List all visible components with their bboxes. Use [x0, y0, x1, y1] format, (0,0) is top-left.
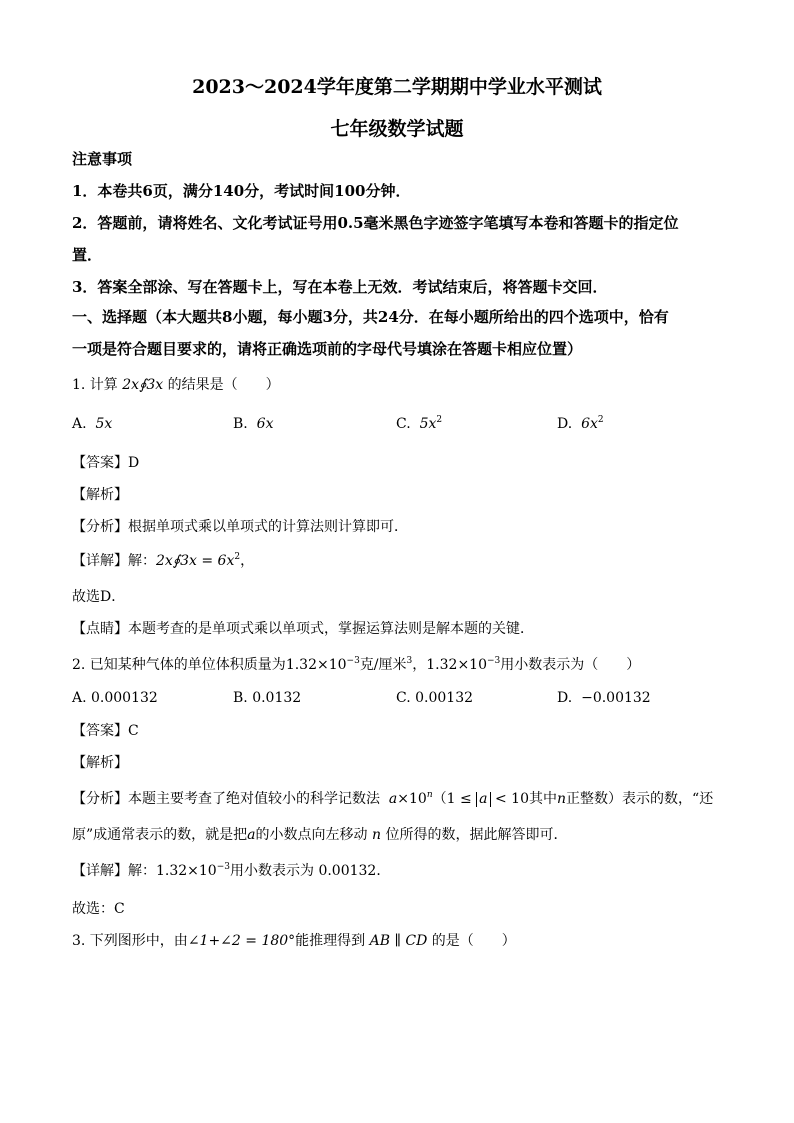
q2-abs-a: a — [476, 792, 490, 807]
q2-option-d — [557, 690, 651, 706]
q2-detail — [72, 860, 732, 882]
q1-answer-tag: 【答案】 — [72, 455, 128, 471]
q2-unit-exponent: 3 — [406, 656, 413, 666]
q2-n-var-2: n — [371, 827, 382, 843]
q2-number: 1.32×10 — [285, 657, 347, 673]
q2-fenxi-text: 本题主要考查了绝对值较小的科学记数法 — [128, 791, 380, 807]
q1-option-b — [233, 416, 273, 432]
q3-parallel: ∥ — [394, 933, 401, 949]
q2-unit: 克/厘米 — [359, 657, 407, 673]
q1-option-d — [557, 416, 604, 432]
q2-fenxi-line-1 — [72, 788, 732, 810]
q2-lt: < — [494, 791, 507, 807]
q1-option-a-value: 5x — [95, 416, 113, 432]
q2-sci-times: ×10 — [397, 791, 427, 807]
q2-option-a: A. 0.000132 — [72, 690, 158, 706]
q3-middle: 能推理得到 — [295, 933, 366, 949]
notes-heading: 注意事项 — [72, 150, 133, 168]
q1-comment-text: 本题考查的是单项式乘以单项式，掌握运算法则是解本题的关键． — [128, 621, 534, 637]
q2-sci-a: a — [388, 791, 398, 807]
q2-fenxi-b2: 的小数点向左移动 — [255, 827, 368, 843]
q1-suffix: 的结果是（ ） — [167, 377, 280, 393]
q1-fenxi-text: 根据单项式乘以单项式的计算法则计算即可． — [128, 519, 408, 535]
q1-option-b-label: B. — [233, 416, 248, 432]
q1-comment — [72, 618, 732, 640]
q2-qizhong: 其中 — [529, 791, 557, 807]
q2-fenxi-b3: 位所得的数，据此解答即可． — [385, 827, 568, 843]
q2-suffix: 用小数表示为（ ） — [500, 657, 641, 673]
question-1 — [72, 374, 732, 396]
q1-prefix: 1. 计算 — [72, 377, 118, 393]
q2-option-c: C. 0.00132 — [396, 690, 474, 706]
q2-analysis-tag: 【解析】 — [72, 755, 128, 771]
q2-answer — [72, 720, 732, 742]
q2-prefix: 2. 已知某种气体的单位体积质量为 — [72, 657, 286, 673]
q2-exponent: −3 — [346, 656, 360, 666]
q1-choose: 故选D． — [72, 589, 126, 605]
q1-detail-expression: 2x∮3x = 6x — [156, 553, 235, 569]
q1-analysis-tag: 【解析】 — [72, 487, 128, 503]
note-3: 3．答案全部涂、写在答题卡上，写在本卷上无效．考试结束后，将答题卡交回． — [72, 278, 608, 296]
q2-answer-tag: 【答案】 — [72, 723, 128, 739]
q1-option-c-exponent: 2 — [436, 415, 443, 425]
q2-paren: （ — [432, 791, 447, 807]
q2-option-d-value: −0.00132 — [581, 690, 651, 706]
q2-fenxi-b1: 原”成通常表示的数，就是把 — [72, 827, 248, 843]
q1-option-d-value: 6x — [581, 416, 598, 432]
q2-one: 1 — [446, 791, 456, 807]
page-subtitle: 七年级数学试题 — [330, 118, 464, 140]
q1-fenxi-tag: 【分析】 — [72, 519, 128, 535]
q1-answer-value: D — [128, 455, 140, 471]
q2-option-b: B. 0.0132 — [233, 690, 302, 706]
page-title: 2023～2024学年度第二学期期中学业水平测试 — [192, 76, 602, 98]
q1-detail-tag: 【详解】 — [72, 553, 128, 569]
q2-exponent-repeat: −3 — [486, 656, 501, 666]
q2-sci-n: n — [426, 790, 433, 800]
note-1: 1．本卷共6页，满分140分，考试时间100分钟． — [72, 182, 411, 200]
note-2-line-2: 置． — [72, 246, 103, 264]
q2-zheng: 正整数）表示的数，“还 — [566, 791, 714, 807]
q2-option-d-label: D. — [557, 690, 573, 706]
section-1-instructions-line-2: 一项是符合题目要求的，请将正确选项前的字母代号填涂在答题卡相应位置） — [72, 340, 583, 358]
q3-expression: ∠1+∠2 = 180° — [187, 933, 296, 949]
q1-option-a — [72, 416, 112, 432]
q1-answer — [72, 452, 732, 474]
q2-fenxi-line-2 — [72, 824, 732, 846]
q3-prefix: 3. 下列图形中，由 — [72, 933, 188, 949]
q2-a-var: a — [247, 827, 256, 843]
q3-cd: CD — [405, 933, 428, 949]
q2-number-repeat: 1.32×10 — [426, 657, 487, 673]
q2-ten: 10 — [511, 791, 529, 807]
question-2 — [72, 654, 732, 676]
q2-detail-exponent: −3 — [216, 862, 230, 872]
q2-comma: ， — [412, 657, 427, 673]
q2-fenxi-tag: 【分析】 — [72, 791, 128, 807]
q1-option-c — [396, 416, 442, 432]
q1-detail-prefix: 解： — [128, 553, 156, 569]
q2-detail-prefix: 解： — [128, 863, 156, 879]
q2-detail-number: 1.32×10 — [156, 863, 217, 879]
q1-option-c-label: C. — [396, 416, 411, 432]
q1-expression: 2x∮3x — [122, 377, 164, 393]
q2-detail-suffix: 用小数表示为 0.00132． — [230, 863, 391, 879]
q1-detail-suffix: ， — [240, 553, 255, 569]
q2-detail-tag: 【详解】 — [72, 863, 128, 879]
q1-option-a-label: A. — [72, 416, 87, 432]
q2-answer-value: C — [128, 723, 139, 739]
q2-n-var: n — [557, 791, 567, 807]
q2-le: ≤ — [459, 791, 472, 807]
note-2-line-1: 2．答题前，请将姓名、文化考试证号用0.5毫米黑色字迹签字笔填写本卷和答题卡的指定位 — [72, 214, 679, 232]
q1-option-d-exponent: 2 — [597, 415, 604, 425]
q1-comment-tag: 【点睛】 — [72, 621, 128, 637]
q1-fenxi — [72, 516, 732, 538]
q1-detail-exponent: 2 — [234, 552, 241, 562]
q1-option-c-value: 5x — [419, 416, 437, 432]
q1-detail — [72, 550, 732, 572]
q3-ab: AB — [369, 933, 391, 949]
q2-choose: 故选：C — [72, 901, 125, 917]
question-3 — [72, 930, 732, 952]
q1-option-b-value: 6x — [256, 416, 274, 432]
q3-suffix: 的是（ ） — [431, 933, 516, 949]
q1-option-d-label: D. — [557, 416, 573, 432]
section-1-instructions-line-1: 一、选择题（本大题共8小题，每小题3分，共24分．在每小题所给出的四个选项中，恰有 — [72, 308, 669, 326]
